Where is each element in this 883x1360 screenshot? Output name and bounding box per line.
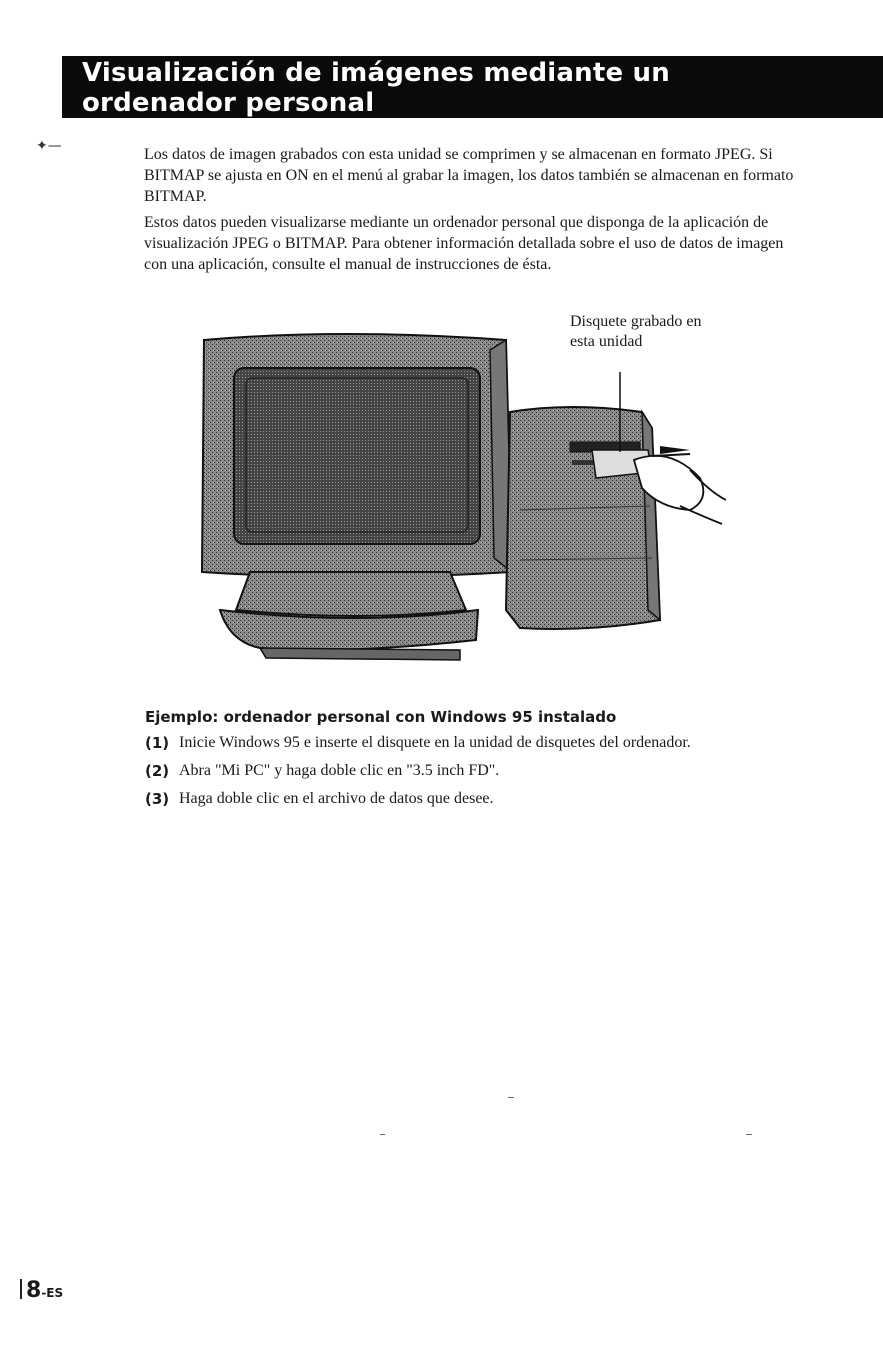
viewing-paragraph: Estos datos pueden visualizarse mediante un ordenador personal que disponga de la aplicación de visualización JPEG o BITMAP. Para obtener información detallada sobre el uso de datos de imagen con una aplicación, consulte el manual de instrucciones de ésta. [144, 214, 784, 273]
page-number-value: 8 [26, 1278, 42, 1303]
step-text: Abra "Mi PC" y haga doble clic en "3.5 inch FD". [179, 762, 500, 779]
step-number: (3) [145, 790, 170, 808]
list-item [145, 732, 785, 754]
monitor-illustration [202, 334, 512, 660]
page-number-suffix: -ES [41, 1286, 64, 1300]
figure-caption-line-1: Disquete grabado en [570, 313, 702, 330]
list-item [145, 788, 785, 810]
page-title-line-2: ordenador personal [82, 88, 375, 118]
page-edge-mark [20, 1279, 22, 1299]
figure-caption-line-2: esta unidad [570, 333, 643, 350]
list-item [145, 760, 785, 782]
page-number [20, 1278, 63, 1303]
example-heading: Ejemplo: ordenador personal con Windows 95 instalado [145, 708, 617, 726]
intro-paragraph: Los datos de imagen grabados con esta unidad se comprimen y se almacenan en formato JPEG. Si BITMAP se ajusta en ON en el menú al grabar la imagen, los datos también se almacenan en formato BITMAP. [144, 146, 794, 205]
step-text: Haga doble clic en el archivo de datos que desee. [179, 790, 494, 807]
step-number: (1) [145, 734, 170, 752]
scan-speck [508, 1097, 514, 1098]
page-title [62, 56, 883, 118]
scan-speck [380, 1134, 385, 1135]
scan-speck [746, 1134, 752, 1135]
step-text: Inicie Windows 95 e inserte el disquete en la unidad de disquetes del ordenador. [179, 734, 691, 751]
steps-list [145, 732, 785, 816]
computer-figure [190, 310, 750, 670]
tower-pc-illustration [506, 407, 660, 629]
step-number: (2) [145, 762, 170, 780]
page-title-line-1: Visualización de imágenes mediante un [82, 58, 670, 88]
margin-mark-icon: ✦— [36, 138, 62, 154]
